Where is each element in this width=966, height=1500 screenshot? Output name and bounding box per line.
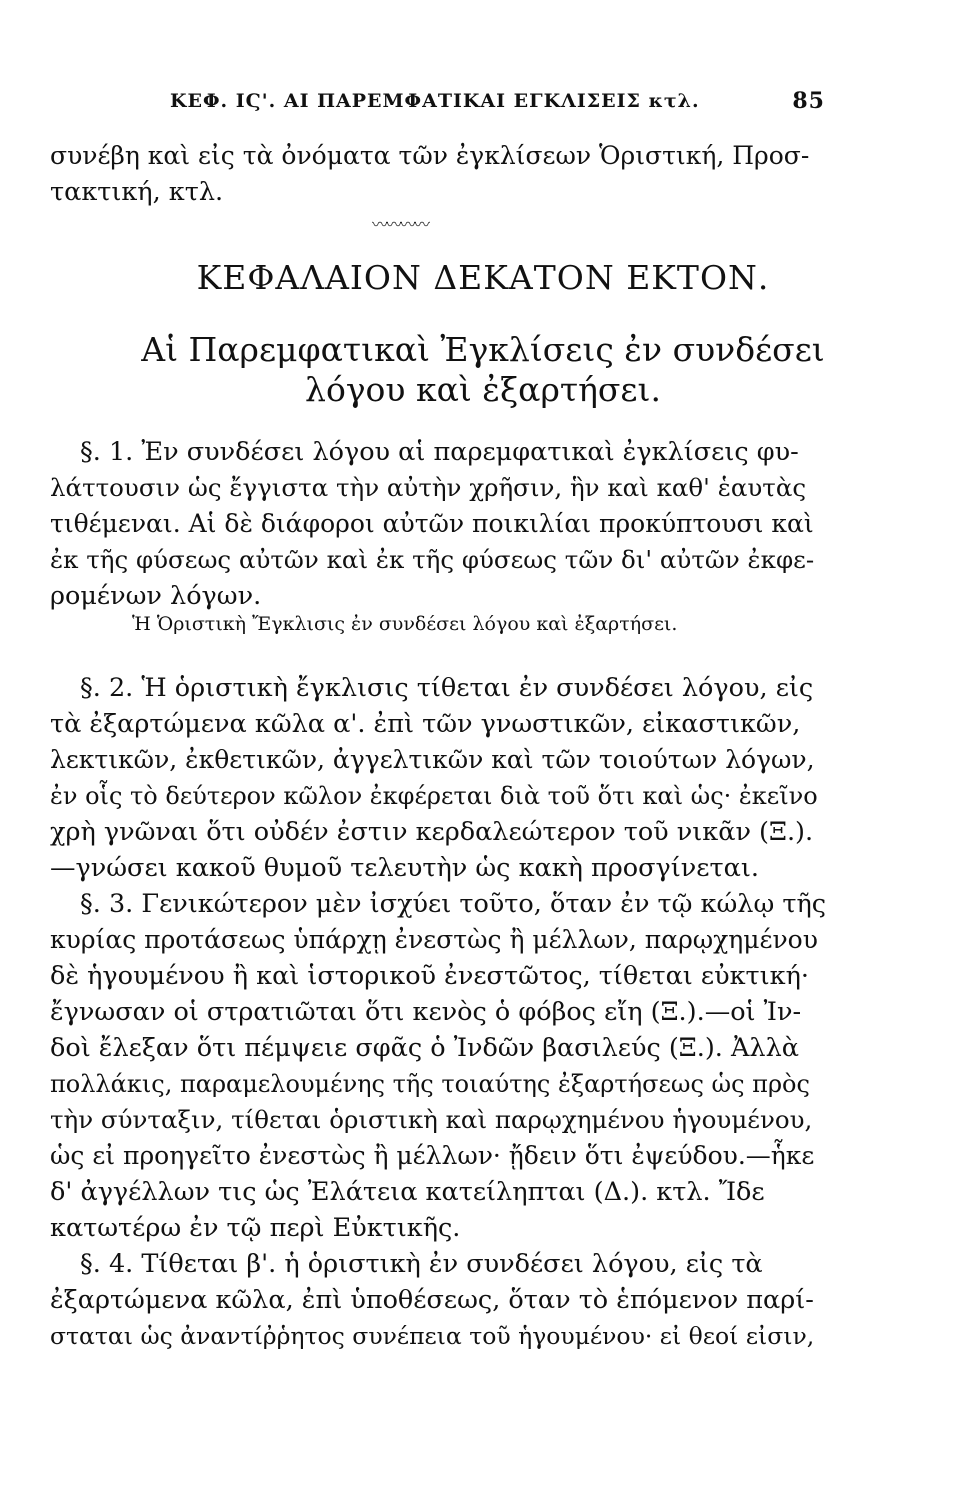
intro-line: τακτική, κτλ. xyxy=(50,177,224,207)
section-4-line: σταται ὡς ἀναντίῤῥητος συνέπεια τοῦ ἡγουμένου· εἰ θεοί εἰσιν, xyxy=(50,1322,815,1350)
section-2-line: §. 2. Ἡ ὁριστικὴ ἔγκλισις τίθεται ἐν συνδέσει λόγου, εἰς xyxy=(80,673,814,703)
ornament-divider: 〰〰〰〰 xyxy=(372,215,429,234)
section-3-line: ὡς εἰ προηγεῖτο ἐνεστὼς ἢ μέλλων· ᾔδειν ὅτι ἐψεύδου.—ἧκε xyxy=(50,1141,815,1170)
section-3-line: κυρίας προτάσεως ὑπάρχῃ ἐνεστὼς ἢ μέλλων, παρῳχημένου xyxy=(50,925,818,954)
section-2-line: χρὴ γνῶναι ὅτι οὐδέν ἐστιν κερδαλεώτερον τοῦ νικᾶν (Ξ.). xyxy=(50,817,814,847)
section-3-line: δὲ ἡγουμένου ἢ καὶ ἱστορικοῦ ἐνεστῶτος, τίθεται εὐκτική· xyxy=(50,961,809,991)
intro-line: συνέβη καὶ εἰς τὰ ὀνόματα τῶν ἐγκλίσεων Ὁριστική, Προσ- xyxy=(50,141,810,170)
section-1-line: τιθέμεναι. Αἱ δὲ διάφοροι αὐτῶν ποικιλίαι προκύπτουσι καὶ xyxy=(50,509,814,538)
chapter-subtitle-line-2: λόγου καὶ ἐξαρτήσει. xyxy=(305,370,661,409)
section-3-line: δ' ἀγγέλλων τις ὡς Ἐλάτεια κατείληπται (Δ.). κτλ. Ἴδε xyxy=(50,1177,765,1207)
running-title: ΚΕΦ. ΙϚ'. ΑΙ ΠΑΡΕΜΦΑΤΙΚΑΙ ΕΓΚΛΙΣΕΙΣ κτλ. xyxy=(170,90,700,112)
section-3-line: δοὶ ἔλεξαν ὅτι πέμψειε σφᾶς ὁ Ἰνδῶν βασιλεύς (Ξ.). Ἀλλὰ xyxy=(50,1033,799,1063)
section-2-line: ἐν οἷς τὸ δεύτερον κῶλον ἐκφέρεται διὰ τοῦ ὅτι καὶ ὡς· ἐκεῖνο xyxy=(50,782,818,810)
section-3-line: τὴν σύνταξιν, τίθεται ὁριστικὴ καὶ παρῳχημένου ἡγουμένου, xyxy=(50,1105,813,1134)
chapter-title: ΚΕΦΑΛΑΙΟΝ ΔΕΚΑΤΟΝ ΕΚΤΟΝ. xyxy=(196,258,770,297)
section-3-line: §. 3. Γενικώτερον μὲν ἰσχύει τοῦτο, ὅταν ἐν τῷ κώλῳ τῆς xyxy=(80,889,827,919)
page-number: 85 xyxy=(792,88,825,114)
section-1-line: §. 1. Ἐν συνδέσει λόγου αἱ παρεμφατικαὶ ἐγκλίσεις φυ- xyxy=(80,437,799,467)
section-1-line: ἐκ τῆς φύσεως αὐτῶν καὶ ἐκ τῆς φύσεως τῶν δι' αὐτῶν ἐκφε- xyxy=(50,545,815,574)
running-head xyxy=(170,90,830,112)
section-3-line: κατωτέρω ἐν τῷ περὶ Εὐκτικῆς. xyxy=(50,1213,461,1243)
section-2-line: τὰ ἐξαρτώμενα κῶλα α'. ἐπὶ τῶν γνωστικῶν, εἰκαστικῶν, xyxy=(50,709,801,739)
section-2-line: —γνώσει κακοῦ θυμοῦ τελευτὴν ὡς κακὴ προσγίνεται. xyxy=(50,853,759,883)
section-2-line: λεκτικῶν, ἐκθετικῶν, ἀγγελτικῶν καὶ τῶν τοιούτων λόγων, xyxy=(50,745,815,774)
chapter-subtitle-line-1: Αἱ Παρεμφατικαὶ Ἐγκλίσεις ἐν συνδέσει xyxy=(141,330,825,369)
section-4-line: ἐξαρτώμενα κῶλα, ἐπὶ ὑποθέσεως, ὅταν τὸ ἑπόμενον παρί- xyxy=(50,1285,814,1315)
section-3-line: ἔγνωσαν οἱ στρατιῶται ὅτι κενὸς ὁ φόβος εἴη (Ξ.).—οἱ Ἰν- xyxy=(50,997,802,1027)
section-4-line: §. 4. Τίθεται β'. ἡ ὁριστικὴ ἐν συνδέσει λόγου, εἰς τὰ xyxy=(80,1249,763,1279)
side-heading: Ἡ Ὁριστικὴ Ἔγκλισις ἐν συνδέσει λόγου καὶ ἐξαρτήσει. xyxy=(132,613,678,635)
section-1-line: λάττουσιν ὡς ἔγγιστα τὴν αὐτὴν χρῆσιν, ἣν καὶ καθ' ἑαυτὰς xyxy=(50,473,807,502)
section-3-line: πολλάκις, παραμελουμένης τῆς τοιαύτης ἐξαρτήσεως ὡς πρὸς xyxy=(50,1070,810,1098)
section-1-line: ρομένων λόγων. xyxy=(50,581,262,611)
